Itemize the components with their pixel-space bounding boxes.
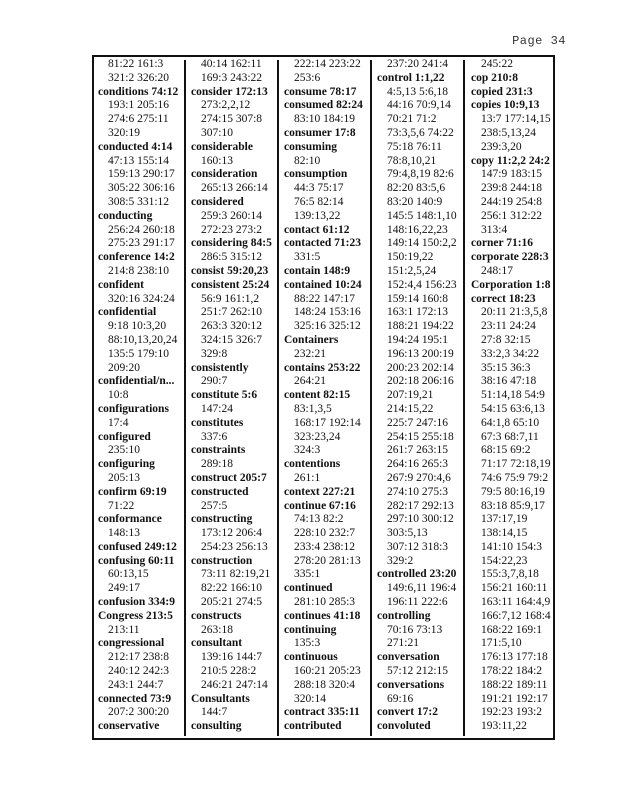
index-heading: contained 10:24 [284, 278, 362, 291]
index-page-refs: 73:11 82:19,21 [201, 568, 271, 581]
index-page-refs: 38:16 47:18 [481, 375, 537, 388]
index-heading: consumer 17:8 [284, 126, 356, 139]
index-page-refs: 156:21 160:11 [481, 582, 548, 595]
index-heading: confirm 69:19 [98, 485, 167, 498]
index-page-refs: 88:10,13,20,24 [108, 333, 178, 346]
index-page-refs: 74:6 75:9 79:2 [481, 471, 549, 484]
index-page-refs: 9:18 10:3,20 [108, 320, 167, 333]
index-heading: conformance [98, 513, 162, 526]
index-page-refs: 264:21 [294, 375, 326, 388]
index-heading: contains 253:22 [284, 361, 361, 374]
index-page-refs: 135:3 [294, 637, 321, 650]
index-heading: contributed [284, 720, 342, 733]
index-page-refs: 160:13 [201, 154, 233, 167]
index-heading: Corporation 1:8 [471, 278, 551, 291]
index-page-refs: 139:13,22 [294, 209, 341, 222]
index-page-refs: 145:5 148:1,10 [387, 209, 457, 222]
index-heading: cop 210:8 [471, 71, 518, 84]
index-heading: consistently [191, 361, 249, 374]
index-page-refs: 290:7 [201, 375, 228, 388]
index-page-refs: 4:5,13 5:6,18 [387, 85, 449, 98]
index-heading: consider 172:13 [191, 85, 268, 98]
index-page-refs: 74:13 82:2 [294, 513, 344, 526]
index-page-refs: 313:4 [481, 223, 508, 236]
index-page-refs: 232:21 [294, 347, 326, 360]
index-page-refs: 213:11 [108, 623, 140, 636]
index-heading: context 227:21 [284, 485, 356, 498]
index-page-refs: 207:2 300:20 [108, 706, 170, 719]
index-page-refs: 259:3 260:14 [201, 209, 263, 222]
index-page-refs: 47:13 155:14 [108, 154, 170, 167]
index-page-refs: 244:19 254:8 [481, 195, 543, 208]
index-heading: constitute 5:6 [191, 389, 258, 402]
index-page-refs: 147:9 183:15 [481, 168, 543, 181]
index-page-refs: 79:4,8,19 82:6 [387, 168, 454, 181]
index-page-refs: 151:2,5,24 [387, 264, 437, 277]
index-page-refs: 135:5 179:10 [108, 347, 170, 360]
index-page-refs: 81:22 161:3 [108, 58, 164, 70]
index-heading: configured [98, 430, 151, 443]
index-page-refs: 308:5 331:12 [108, 195, 170, 208]
index-page-refs: 272:23 273:2 [201, 223, 263, 236]
index-column-2 [191, 58, 281, 734]
index-page-refs: 193:1 205:16 [108, 99, 170, 112]
index-page-refs: 163:11 164:4,9 [481, 596, 551, 609]
index-page-refs: 235:10 [108, 444, 140, 457]
index-page-refs: 149:6,11 196:4 [387, 582, 457, 595]
index-page-refs: 205:13 [108, 471, 140, 484]
index-page-refs: 257:5 [201, 499, 228, 512]
index-heading: contact 61:12 [284, 223, 350, 236]
index-heading: Congress 213:5 [98, 609, 173, 622]
index-page-refs: 325:16 325:12 [294, 320, 361, 333]
index-heading: continuing [284, 623, 337, 636]
index-page-refs: 147:24 [201, 402, 233, 415]
index-page-refs: 329:2 [387, 554, 414, 567]
index-page-refs: 194:24 195:1 [387, 333, 449, 346]
index-page-refs: 245:22 [481, 58, 513, 70]
index-page-refs: 67:3 68:7,11 [481, 430, 539, 443]
index-heading: content 82:15 [284, 389, 351, 402]
index-page-refs: 20:11 21:3,5,8 [481, 306, 548, 319]
index-page-refs: 160:21 205:23 [294, 665, 361, 678]
index-page-refs: 222:14 223:22 [294, 58, 361, 70]
index-page-refs: 320:14 [294, 692, 326, 705]
index-heading: consumption [284, 168, 348, 181]
index-page-refs: 278:20 281:13 [294, 554, 361, 567]
index-page-refs: 256:1 312:22 [481, 209, 543, 222]
index-page-refs: 10:8 [108, 389, 129, 402]
index-page-refs: 228:10 232:7 [294, 527, 356, 540]
index-page-refs: 51:14,18 54:9 [481, 389, 545, 402]
index-page-refs: 168:17 192:14 [294, 416, 361, 429]
index-heading: confident [98, 278, 144, 291]
index-heading: contain 148:9 [284, 264, 351, 277]
index-page-refs: 148:24 153:16 [294, 306, 361, 319]
index-page-refs: 75:18 76:11 [387, 140, 442, 153]
index-heading: construction [191, 554, 253, 567]
index-column-5 [471, 58, 561, 734]
index-page-refs: 254:23 256:13 [201, 540, 268, 553]
index-page-refs: 239:8 244:18 [481, 182, 543, 195]
index-page-refs: 171:5,10 [481, 637, 522, 650]
index-page-refs: 166:7,12 168:4 [481, 609, 551, 622]
index-page-refs: 263:3 320:12 [201, 320, 263, 333]
index-page-refs: 83:10 184:19 [294, 113, 356, 126]
index-heading: constraints [191, 444, 246, 457]
index-page-refs: 237:20 241:4 [387, 58, 449, 70]
index-page-refs: 152:4,4 156:23 [387, 278, 457, 291]
index-column-3 [284, 58, 374, 734]
index-page-refs: 246:21 247:14 [201, 678, 268, 691]
index-page-refs: 207:19,21 [387, 389, 434, 402]
index-page-refs: 274:15 307:8 [201, 113, 263, 126]
index-heading: consistent 25:24 [191, 278, 270, 291]
index-heading: controlling [377, 609, 431, 622]
index-page-refs: 82:10 [294, 154, 321, 167]
index-heading: confusing 60:11 [98, 554, 175, 567]
index-page-refs: 251:7 262:10 [201, 306, 263, 319]
index-heading: corporate 228:3 [471, 251, 549, 264]
index-page-refs: 209:20 [108, 361, 140, 374]
index-page-refs: 13:7 177:14,15 [481, 113, 551, 126]
index-heading: corner 71:16 [471, 237, 534, 250]
index-page-refs: 88:22 147:17 [294, 292, 356, 305]
index-page-refs: 57:12 212:15 [387, 665, 449, 678]
index-page-refs: 17:4 [108, 416, 129, 429]
index-heading: conservative [98, 720, 160, 733]
index-page-refs: 70:16 73:13 [387, 623, 443, 636]
index-heading: contentions [284, 458, 341, 471]
index-page-refs: 60:13,15 [108, 568, 149, 581]
index-page-refs: 144:7 [201, 706, 228, 719]
index-heading: confused 249:12 [98, 540, 177, 553]
index-page-refs: 261:7 263:15 [387, 444, 449, 457]
index-page-refs: 261:1 [294, 471, 321, 484]
index-heading: conditions 74:12 [98, 85, 179, 98]
index-heading: consideration [191, 168, 258, 181]
index-page-refs: 54:15 63:6,13 [481, 402, 545, 415]
index-page-refs: 329:8 [201, 347, 228, 360]
index-page-refs: 248:17 [481, 264, 513, 277]
page-label: Page 34 [512, 34, 566, 48]
index-page-refs: 273:2,2,12 [201, 99, 251, 112]
index-heading: confusion 334:9 [98, 596, 175, 609]
index-page-refs: 23:11 24:24 [481, 320, 536, 333]
index-heading: confidential [98, 306, 157, 319]
index-heading: controlled 23:20 [377, 568, 457, 581]
index-page-refs: 239:3,20 [481, 140, 522, 153]
index-page-refs: 188:22 189:11 [481, 678, 548, 691]
index-heading: considerable [191, 140, 253, 153]
index-page-refs: 288:18 320:4 [294, 678, 356, 691]
index-page-refs: 196:11 222:6 [387, 596, 448, 609]
index-heading: copied 231:3 [471, 85, 533, 98]
index-page-refs: 169:3 243:22 [201, 71, 263, 84]
index-heading: configurations [98, 402, 169, 415]
index-page-refs: 27:8 32:15 [481, 333, 531, 346]
index-page-refs: 76:5 82:14 [294, 195, 344, 208]
index-page-refs: 286:5 315:12 [201, 251, 263, 264]
index-page-refs: 225:7 247:16 [387, 416, 449, 429]
index-heading: congressional [98, 637, 165, 650]
index-page-refs: 178:22 184:2 [481, 665, 543, 678]
index-heading: connected 73:9 [98, 692, 172, 705]
index-page-refs: 82:22 166:10 [201, 582, 263, 595]
index-heading: considered [191, 195, 244, 208]
index-heading: consist 59:20,23 [191, 264, 269, 277]
index-heading: consultant [191, 637, 243, 650]
index-heading: continue 67:16 [284, 499, 356, 512]
index-page-refs: 324:3 [294, 444, 321, 457]
index-page-refs: 240:12 242:3 [108, 665, 170, 678]
index-page-refs: 323:23,24 [294, 430, 341, 443]
index-page-refs: 249:17 [108, 582, 140, 595]
index-page-refs: 238:5,13,24 [481, 126, 536, 139]
index-page-refs: 69:16 [387, 692, 414, 705]
index-page-refs: 138:14,15 [481, 527, 528, 540]
index-page-refs: 210:5 228:2 [201, 665, 257, 678]
index-page-refs: 282:17 292:13 [387, 499, 454, 512]
index-page-refs: 191:21 192:17 [481, 692, 548, 705]
index-page-refs: 212:17 238:8 [108, 651, 170, 664]
index-column-1 [98, 58, 188, 734]
index-page-refs: 83:20 140:9 [387, 195, 443, 208]
index-column-4 [377, 58, 467, 734]
index-page-refs: 337:6 [201, 430, 228, 443]
index-page-refs: 154:22,23 [481, 554, 528, 567]
index-page-refs: 148:13 [108, 527, 140, 540]
index-page-refs: 265:13 266:14 [201, 182, 268, 195]
index-heading: copies 10:9,13 [471, 99, 540, 112]
index-page-refs: 324:15 326:7 [201, 333, 263, 346]
index-heading: confidential/n... [98, 375, 175, 388]
index-page-refs: 200:23 202:14 [387, 361, 454, 374]
index-page-refs: 148:16,22,23 [387, 223, 448, 236]
index-page-refs: 155:3,7,8,18 [481, 568, 539, 581]
index-page-refs: 275:23 291:17 [108, 237, 175, 250]
index-page-refs: 267:9 270:4,6 [387, 471, 451, 484]
index-page-refs: 56:9 161:1,2 [201, 292, 260, 305]
index-page-refs: 159:14 160:8 [387, 292, 449, 305]
index-heading: Containers [284, 333, 339, 346]
index-page-refs: 173:12 206:4 [201, 527, 263, 540]
index-page-refs: 159:13 290:17 [108, 168, 175, 181]
index-page-refs: 264:16 265:3 [387, 458, 449, 471]
index-page-refs: 44:3 75:17 [294, 182, 344, 195]
index-page-refs: 335:1 [294, 568, 321, 581]
index-page-refs: 83:1,3,5 [294, 402, 332, 415]
index-heading: consume 78:17 [284, 85, 357, 98]
index-heading: control 1:1,22 [377, 71, 445, 84]
index-heading: convoluted [377, 720, 431, 733]
index-heading: considering 84:5 [191, 237, 272, 250]
index-page-refs: 274:10 275:3 [387, 485, 449, 498]
index-page-refs: 78:8,10,21 [387, 154, 437, 167]
index-heading: consumed 82:24 [284, 99, 363, 112]
index-page-refs: 320:19 [108, 126, 140, 139]
index-page-refs: 33:2,3 34:22 [481, 347, 540, 360]
index-heading: constitutes [191, 416, 244, 429]
index-page-refs: 44:16 70:9,14 [387, 99, 451, 112]
index-page-refs: 79:5 80:16,19 [481, 485, 545, 498]
index-page-refs: 307:10 [201, 126, 233, 139]
index-page-refs: 233:4 238:12 [294, 540, 356, 553]
index-page-refs: 214:15,22 [387, 402, 434, 415]
index-page-refs: 196:13 200:19 [387, 347, 454, 360]
index-page-refs: 139:16 144:7 [201, 651, 263, 664]
index-heading: copy 11:2,2 24:2 [471, 154, 550, 167]
index-page-refs: 193:11,22 [481, 720, 527, 733]
index-heading: contract 335:11 [284, 706, 360, 719]
index-page-refs: 71:22 [108, 499, 135, 512]
index-page-refs: 307:12 318:3 [387, 540, 449, 553]
index-page-refs: 274:6 275:11 [108, 113, 169, 126]
index-page-refs: 305:22 306:16 [108, 182, 175, 195]
index-page-refs: 331:5 [294, 251, 321, 264]
index-page-refs: 40:14 162:11 [201, 58, 262, 70]
index-page-refs: 83:18 85:9,17 [481, 499, 545, 512]
index-heading: conversations [377, 678, 445, 691]
index-page-refs: 281:10 285:3 [294, 596, 356, 609]
index-page-refs: 205:21 274:5 [201, 596, 263, 609]
index-page-refs: 163:1 172:13 [387, 306, 449, 319]
index-heading: construct 205:7 [191, 471, 267, 484]
index-page-refs: 168:22 169:1 [481, 623, 543, 636]
index-page-refs: 254:15 255:18 [387, 430, 454, 443]
index-heading: constructing [191, 513, 253, 526]
index-page-refs: 82:20 83:5,6 [387, 182, 446, 195]
index-page-refs: 214:8 238:10 [108, 264, 170, 277]
index-page-refs: 321:2 326:20 [108, 71, 170, 84]
index-page-refs: 71:17 72:18,19 [481, 458, 551, 471]
index-page-refs: 271:21 [387, 637, 419, 650]
index-heading: conducted 4:14 [98, 140, 173, 153]
index-page-refs: 303:5,13 [387, 527, 428, 540]
index-page-refs: 137:17,19 [481, 513, 528, 526]
index-heading: Consultants [191, 692, 250, 705]
index-page-refs: 70:21 71:2 [387, 113, 437, 126]
index-page-refs: 188:21 194:22 [387, 320, 454, 333]
index-page-refs: 202:18 206:16 [387, 375, 454, 388]
index-heading: contacted 71:23 [284, 237, 361, 250]
index-page-refs: 35:15 36:3 [481, 361, 531, 374]
index-heading: constructs [191, 609, 242, 622]
index-heading: consulting [191, 720, 242, 733]
index-heading: conference 14:2 [98, 251, 175, 264]
index-page-refs: 176:13 177:18 [481, 651, 548, 664]
index-page-refs: 149:14 150:2,2 [387, 237, 457, 250]
index-page-refs: 64:1,8 65:10 [481, 416, 540, 429]
index-page-refs: 243:1 244:7 [108, 678, 164, 691]
index-heading: continued [284, 582, 333, 595]
index-heading: continuous [284, 651, 338, 664]
index-page-refs: 150:19,22 [387, 251, 434, 264]
index-page-refs: 192:23 193:2 [481, 706, 543, 719]
index-heading: configuring [98, 458, 155, 471]
index-page-refs: 256:24 260:18 [108, 223, 175, 236]
index-page-refs: 141:10 154:3 [481, 540, 543, 553]
index-page-refs: 253:6 [294, 71, 321, 84]
index-heading: constructed [191, 485, 249, 498]
index-heading: convert 17:2 [377, 706, 438, 719]
index-heading: conducting [98, 209, 153, 222]
index-page-refs: 289:18 [201, 458, 233, 471]
index-heading: conversation [377, 651, 440, 664]
index-heading: continues 41:18 [284, 609, 361, 622]
index-heading: consuming [284, 140, 338, 153]
index-heading: correct 18:23 [471, 292, 536, 305]
index-page-refs: 263:18 [201, 623, 233, 636]
index-page-refs: 297:10 300:12 [387, 513, 454, 526]
index-page-refs: 68:15 69:2 [481, 444, 531, 457]
index-page-refs: 73:3,5,6 74:22 [387, 126, 454, 139]
index-page-refs: 320:16 324:24 [108, 292, 175, 305]
